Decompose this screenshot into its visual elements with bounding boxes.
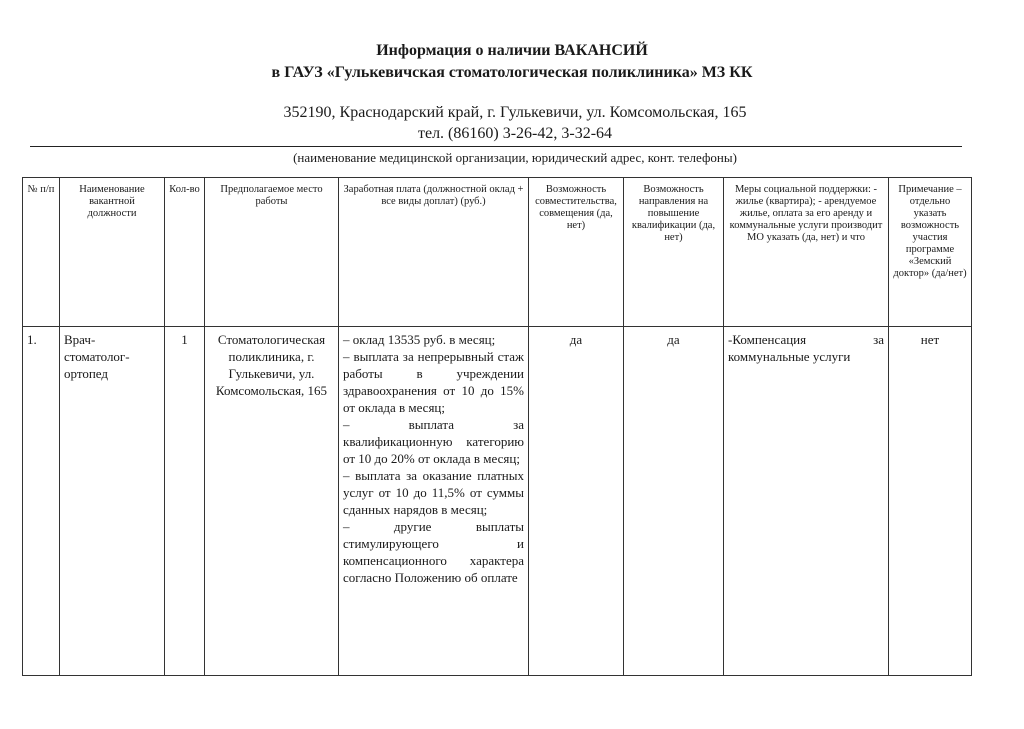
cell-social: -Компенсация за коммунальные услуги — [724, 327, 889, 676]
document-title: Информация о наличии ВАКАНСИЙ — [376, 42, 648, 59]
cell-training: да — [624, 327, 724, 676]
col-header-part-time: Возможность совместительства, совмещения (да, нет) — [529, 178, 624, 327]
cell-workplace: Стоматологическая поликлиника, г. Гулькевичи, ул. Комсомольская, 165 — [205, 327, 339, 676]
cell-part-time: да — [529, 327, 624, 676]
col-header-salary: Заработная плата (должностной оклад + все виды доплат) (руб.) — [339, 178, 529, 327]
cell-num: 1. — [23, 327, 60, 676]
table-row — [23, 327, 972, 676]
organization-phone: тел. (86160) 3-26-42, 3-32-64 — [417, 125, 613, 142]
col-header-workplace: Предполагаемое место работы — [205, 178, 339, 327]
salary-item: – другие выплаты стимулирующего и компенсационного характера согласно Положению об оплате — [343, 519, 524, 585]
col-header-training: Возможность направления на повышение квалификации (да, нет) — [624, 178, 724, 327]
salary-item: – выплата за оказание платных услуг от 10 до 11,5% от суммы сданных нарядов в месяц; — [343, 468, 524, 517]
salary-item: – оклад 13535 руб. в месяц; — [343, 332, 496, 347]
salary-item: – выплата за непрерывный стаж работы в учреждении здравоохранения от 10 до 15% от оклада в месяц; — [343, 349, 524, 415]
col-header-count: Кол-во — [165, 178, 205, 327]
col-header-zemsky: Примечание – отдельно указать возможность участия программе «Земский доктор» (да/нет) — [889, 178, 972, 327]
organization-address: 352190, Краснодарский край, г. Гулькевичи, ул. Комсомольская, 165 — [283, 104, 747, 121]
vacancy-table — [22, 177, 972, 676]
col-header-position: Наименование вакантной должности — [60, 178, 165, 327]
cell-zemsky: нет — [889, 327, 972, 676]
organization-title: в ГАУЗ «Гулькевичская стоматологическая поликлиника» МЗ КК — [271, 64, 753, 81]
table-header-row — [23, 178, 972, 327]
cell-salary — [339, 327, 529, 676]
header-caption: (наименование медицинской организации, юридический адрес, конт. телефоны) — [293, 150, 737, 165]
col-header-social: Меры социальной поддержки: - жилье (квартира); - арендуемое жилье, оплата за его аренду и коммунальные услуги производит МО указать (да, нет) и что — [724, 178, 889, 327]
salary-item: – выплата за квалификационную категорию от 10 до 20% от оклада в месяц; — [343, 417, 524, 466]
underline-divider — [30, 146, 962, 147]
col-header-num: № п/п — [23, 178, 60, 327]
cell-position: Врач-стоматолог-ортопед — [60, 327, 165, 676]
cell-count: 1 — [165, 327, 205, 676]
